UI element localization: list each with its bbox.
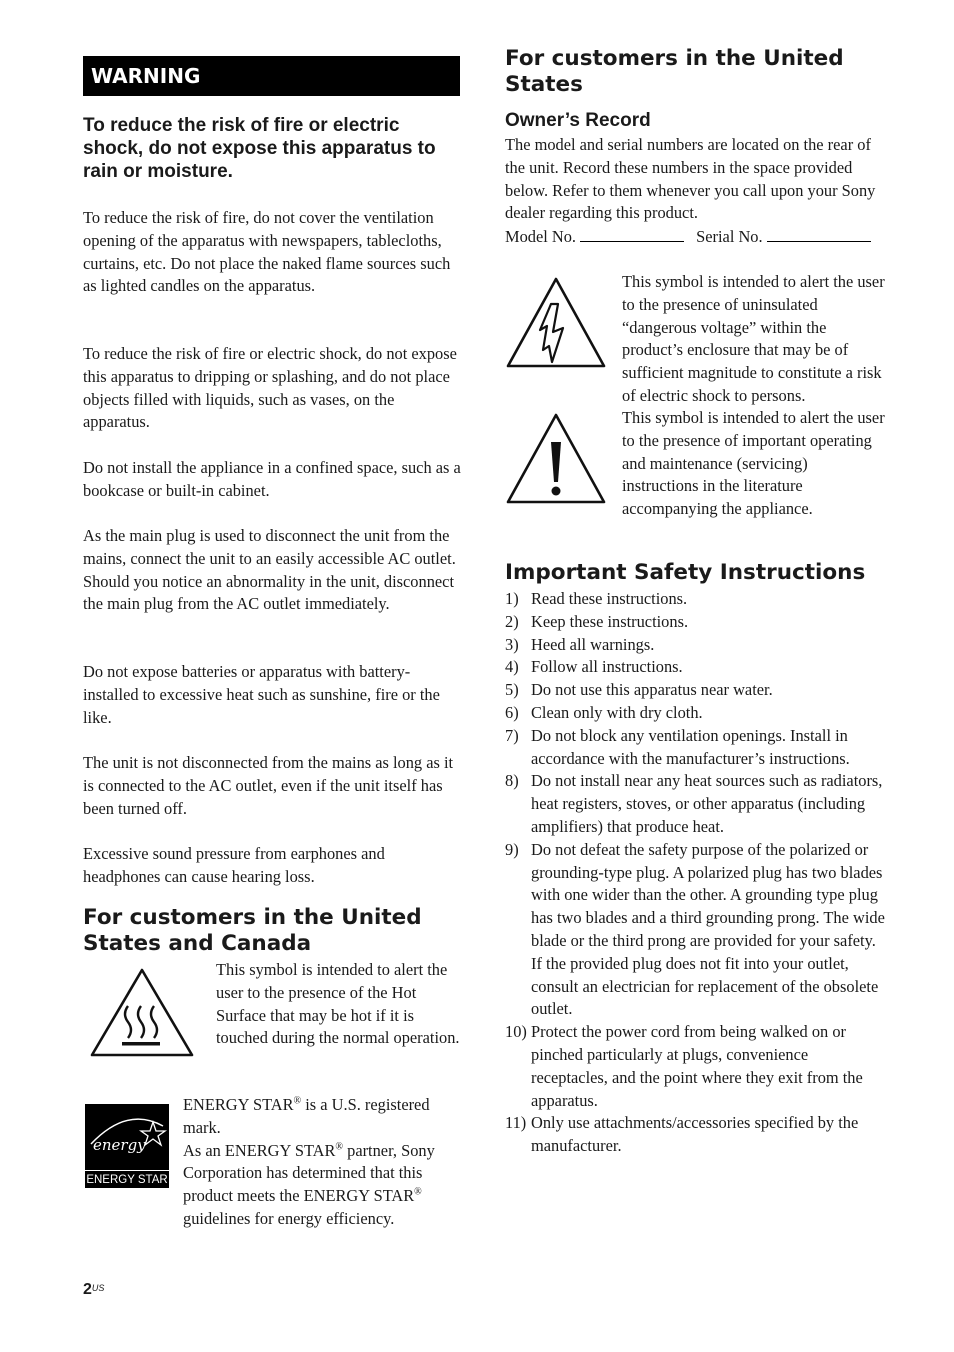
- owners-record-heading: Owner’s Record: [505, 110, 651, 131]
- list-number: 3): [505, 634, 519, 654]
- exclamation-warning-icon: [505, 412, 607, 506]
- warning-paragraph: Do not install the appliance in a confined space, such as a bookcase or built-in cabinet.: [83, 458, 461, 500]
- list-number: 10): [505, 1022, 527, 1042]
- page-number: [83, 1281, 104, 1299]
- warning-paragraph: To reduce the risk of fire, do not cover the ventilation opening of the apparatus with newspapers, tablecloths, curtains, etc. Do not place the naked flame sources such as lighted candles on the apparatus.: [83, 208, 451, 296]
- page-number-suffix: US: [91, 1283, 105, 1293]
- list-number: 11): [505, 1113, 527, 1133]
- list-item: [505, 725, 885, 771]
- list-item: [505, 839, 885, 1021]
- energy-logo-label: ENERGY STAR: [85, 1170, 169, 1189]
- energy-logo-script: energy: [93, 1136, 146, 1154]
- owners-record-text: The model and serial numbers are located on the rear of the unit. Record these numbers in the space provided below. Refer to them whenever you call upon your Sony dealer regarding this product.: [505, 135, 876, 223]
- us-canada-heading: For customers in the United States and Canada: [83, 905, 422, 956]
- energy-star-text: [183, 1094, 463, 1231]
- registered-mark: ®: [335, 1141, 344, 1153]
- list-number: 5): [505, 680, 519, 700]
- list-item: [505, 702, 885, 725]
- list-number: 2): [505, 611, 519, 631]
- list-item: [505, 611, 885, 634]
- record-fields: [505, 226, 871, 249]
- list-item: [505, 679, 885, 702]
- energy-text-part: ENERGY STAR: [183, 1095, 294, 1114]
- warning-heading: WARNING: [83, 56, 460, 96]
- serial-label: Serial No.: [696, 227, 763, 246]
- list-text: Heed all warnings.: [531, 634, 655, 654]
- list-number: 6): [505, 702, 519, 722]
- list-text: Do not defeat the safety purpose of the polarized or grounding-type plug. A polarized plug has two blades with one wider than the other. A grounding type plug has two blades and a third grounding prong. The wide blade or the third prong are provided for your safety. If the provided plug does not fit into your outlet, consult an electrician for replacement of the obsolete outlet.: [531, 839, 885, 1019]
- energy-text-part: is a U.S. registered mark.: [183, 1095, 430, 1137]
- energy-text-part: guidelines for energy efficiency.: [183, 1208, 395, 1228]
- energy-text-part: As an ENERGY STAR: [183, 1140, 336, 1160]
- list-number: 9): [505, 839, 519, 859]
- list-item: [505, 656, 885, 679]
- list-text: Protect the power cord from being walked on or pinched particularly at plugs, convenience receptacles, and the point where they exit from the apparatus.: [531, 1022, 863, 1110]
- safety-instructions-list: [505, 588, 885, 1158]
- list-item: [505, 1112, 885, 1158]
- us-heading: For customers in the United States: [505, 46, 844, 97]
- list-text: Do not install near any heat sources such as radiators, heat registers, stoves, or other apparatus (including amplifiers) that produce heat.: [531, 771, 883, 836]
- list-number: 7): [505, 725, 519, 745]
- list-item: [505, 588, 885, 611]
- list-number: 1): [505, 589, 519, 608]
- list-text: Do not use this apparatus near water.: [531, 680, 773, 700]
- warning-paragraph: As the main plug is used to disconnect the unit from the mains, connect the unit to an easily accessible AC outlet. Should you notice an abnormality in the unit, disconnect the main plug from the AC outlet immediately.: [83, 526, 456, 614]
- page-number-value: 2: [83, 1281, 92, 1298]
- model-number-blank: [580, 229, 684, 242]
- list-item: [505, 770, 885, 838]
- warning-paragraph: The unit is not disconnected from the mains as long as it is connected to the AC outlet, even if the unit itself has been turned off.: [83, 753, 454, 818]
- warning-paragraph: Excessive sound pressure from earphones and headphones can cause hearing loss.: [83, 844, 385, 886]
- serial-number-blank: [767, 229, 871, 242]
- safety-heading: Important Safety Instructions: [505, 560, 866, 585]
- energy-text-part: partner, Sony Corporation has determined that this product meets the ENERGY STAR: [183, 1140, 435, 1206]
- list-text: Read these instructions.: [531, 589, 688, 608]
- list-text: Only use attachments/accessories specified by the manufacturer.: [531, 1113, 859, 1156]
- hot-surface-icon: [88, 966, 196, 1059]
- warning-paragraph: Do not expose batteries or apparatus with battery-installed to excessive heat such as sunshine, fire or the like.: [83, 662, 440, 727]
- list-number: 8): [505, 771, 519, 791]
- hot-surface-text: This symbol is intended to alert the user to the presence of the Hot Surface that may be hot if it is touched during the normal operation.: [216, 960, 460, 1048]
- list-number: 4): [505, 657, 519, 677]
- list-item: [505, 1021, 885, 1112]
- list-text: Keep these instructions.: [531, 611, 689, 631]
- model-label: Model No.: [505, 227, 577, 246]
- registered-mark: ®: [293, 1095, 302, 1107]
- lightning-warning-icon: [505, 276, 607, 370]
- list-item: [505, 634, 885, 657]
- registered-mark: ®: [414, 1186, 422, 1198]
- voltage-symbol-text: This symbol is intended to alert the user to the presence of uninsulated “dangerous voltage” within the product’s enclosure that may be of sufficient magnitude to constitute a risk of electric shock to persons.: [622, 272, 885, 405]
- warning-lead: To reduce the risk of fire or electric shock, do not expose this apparatus to rain or moisture.: [83, 115, 436, 182]
- energy-star-logo: [85, 1104, 169, 1188]
- list-text: Follow all instructions.: [531, 657, 683, 677]
- warning-paragraph: To reduce the risk of fire or electric shock, do not expose this apparatus to dripping or splashing, and do not place objects filled with liquids, such as vases, on the apparatus.: [83, 344, 457, 432]
- list-text: Clean only with dry cloth.: [531, 702, 703, 722]
- exclamation-symbol-text: This symbol is intended to alert the user to the presence of important operating and maintenance (servicing) instructions in the literature accompanying the appliance.: [622, 408, 885, 519]
- list-text: Do not block any ventilation openings. Install in accordance with the manufacturer’s instructions.: [531, 725, 850, 768]
